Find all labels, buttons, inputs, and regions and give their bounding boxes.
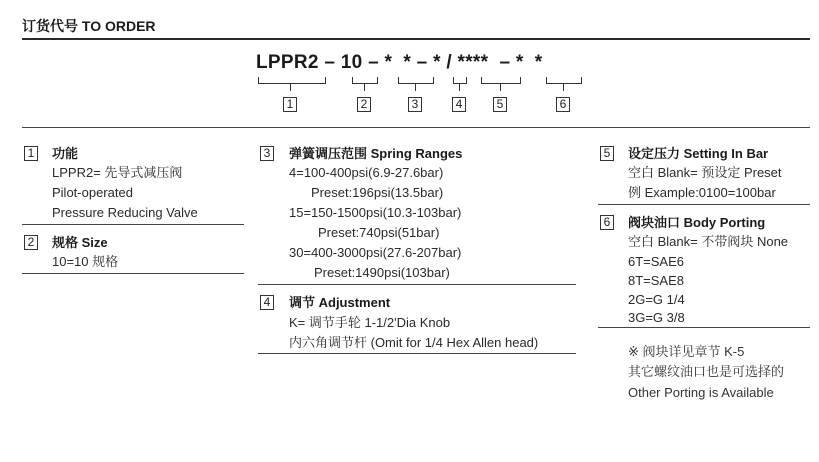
- page-title: 订货代号 TO ORDER: [22, 18, 156, 34]
- bracket-5: [481, 77, 521, 84]
- section-5-line-1: 空白 Blank= 预设定 Preset: [628, 165, 782, 180]
- section-1-rule: [22, 224, 244, 225]
- section-3-line-1: 4=100-400psi(6.9-27.6bar): [289, 165, 444, 180]
- section-4-line-2: 内六角调节杆 (Omit for 1/4 Hex Allen head): [289, 335, 539, 350]
- bracket-stem-2: [364, 84, 365, 91]
- section-3-title: 弹簧调压范围 Spring Ranges: [289, 146, 463, 161]
- order-code: LPPR2 – 10 – * * – * / **** – * *: [256, 52, 543, 73]
- section-6-line-5: 3G=G 3/8: [628, 310, 685, 325]
- section-4-rule: [258, 353, 576, 354]
- note-line-2: 其它螺纹油口也是可选择的: [628, 364, 785, 379]
- section-2-rule: [22, 273, 244, 274]
- position-box-2: 2: [357, 97, 371, 112]
- section-3-line-5: 30=400-3000psi(27.6-207bar): [289, 245, 462, 260]
- section-3-rule: [258, 284, 576, 285]
- section-6-line-3: 8T=SAE8: [628, 273, 685, 288]
- position-box-5: 5: [493, 97, 507, 112]
- section-1-line-2: Pilot-operated: [52, 185, 133, 200]
- position-box-4: 4: [452, 97, 466, 112]
- section-1-title: 功能: [52, 146, 79, 161]
- section-3-line-6: Preset:1490psi(103bar): [314, 265, 450, 280]
- bracket-2: [352, 77, 378, 84]
- bracket-3: [398, 77, 434, 84]
- section-2-box: 2: [24, 235, 38, 250]
- section-6-line-1: 空白 Blank= 不带阀块 None: [628, 234, 789, 249]
- bracket-4: [453, 77, 467, 84]
- section-1-box: 1: [24, 146, 38, 161]
- section-6-box: 6: [600, 215, 614, 230]
- section-5-line-2: 例 Example:0100=100bar: [628, 185, 776, 200]
- position-box-1: 1: [283, 97, 297, 112]
- bracket-stem-6: [563, 84, 564, 91]
- section-1-line-1: LPPR2= 先导式减压阀: [52, 165, 183, 180]
- section-6-rule: [598, 327, 810, 328]
- section-4-box: 4: [260, 295, 274, 310]
- section-3-line-3: 15=150-1500psi(10.3-103bar): [289, 205, 462, 220]
- position-box-6: 6: [556, 97, 570, 112]
- header-divider: [22, 38, 810, 40]
- bracket-6: [546, 77, 582, 84]
- section-1-line-3: Pressure Reducing Valve: [52, 205, 198, 220]
- section-5-box: 5: [600, 146, 614, 161]
- section-2-title: 规格 Size: [52, 235, 108, 250]
- section-3-line-4: Preset:740psi(51bar): [318, 225, 440, 240]
- note-line-3: Other Porting is Available: [628, 385, 774, 400]
- section-3-line-2: Preset:196psi(13.5bar): [311, 185, 444, 200]
- bracket-stem-1: [290, 84, 291, 91]
- section-4-line-1: K= 调节手轮 1-1/2'Dia Knob: [289, 315, 451, 330]
- bracket-stem-4: [459, 84, 460, 91]
- section-5-title: 设定压力 Setting In Bar: [628, 146, 769, 161]
- bracket-stem-5: [500, 84, 501, 91]
- position-box-3: 3: [408, 97, 422, 112]
- section-6-line-2: 6T=SAE6: [628, 254, 685, 269]
- sections-divider: [22, 127, 810, 128]
- section-4-title: 调节 Adjustment: [289, 295, 391, 310]
- section-3-box: 3: [260, 146, 274, 161]
- section-5-rule: [598, 204, 810, 205]
- bracket-1: [258, 77, 326, 84]
- note-line-1: ※ 阀块详见章节 K-5: [628, 344, 745, 359]
- bracket-stem-3: [415, 84, 416, 91]
- section-2-line-1: 10=10 规格: [52, 254, 119, 269]
- section-6-title: 阀块油口 Body Porting: [628, 215, 766, 230]
- section-6-line-4: 2G=G 1/4: [628, 292, 685, 307]
